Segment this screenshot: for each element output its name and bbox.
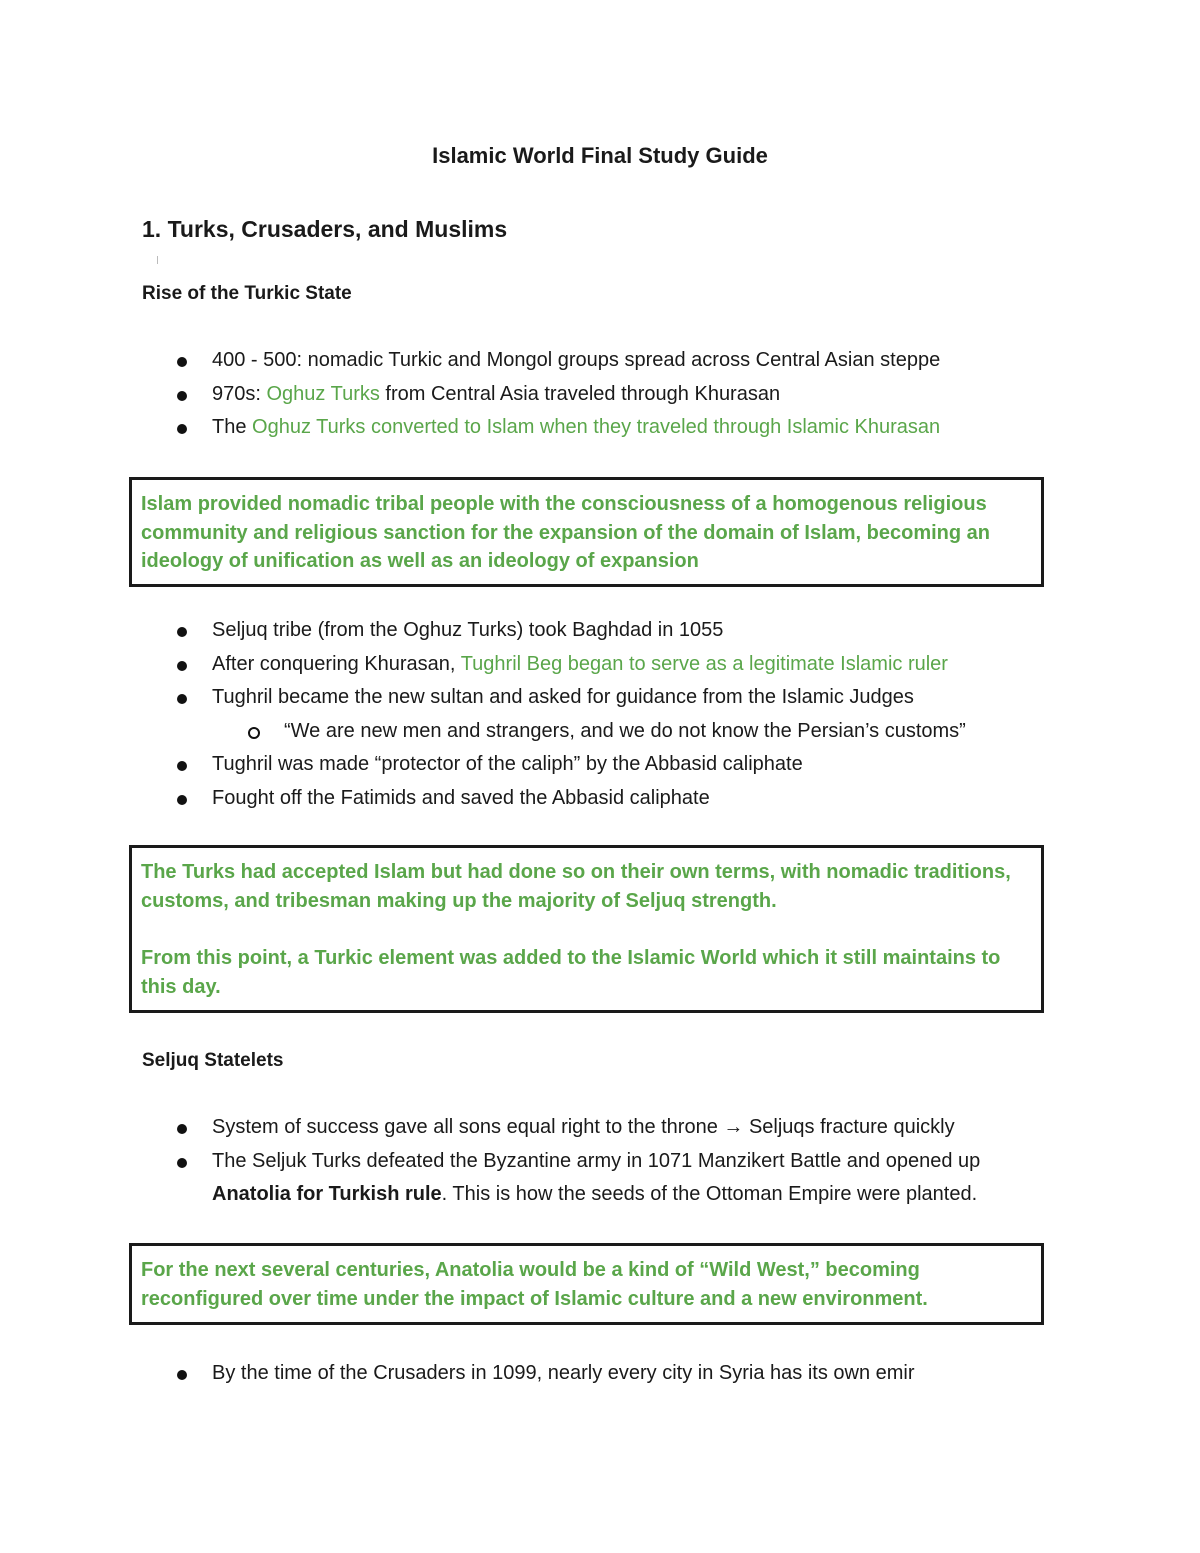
callout-text: Islam provided nomadic tribal people with the consciousness of a homogenous religious community and religious sanction for the expansion of the domain of Islam, becoming an ideology of unification as well as an ideology of expansion [141, 493, 990, 572]
bullet-icon [177, 1158, 187, 1168]
sub-list-item [0, 715, 1200, 749]
list-item [0, 411, 1200, 445]
callout-text: From this point, a Turkic element was added to the Islamic World which it still maintains to this day. [141, 947, 1001, 998]
subheading-statelets: Seljuq Statelets [142, 1050, 284, 1071]
list-item [0, 748, 1200, 782]
bullet-icon [177, 357, 187, 367]
list-item-text: 400 - 500: nomadic Turkic and Mongol groups spread across Central Asian steppe [212, 349, 941, 371]
list-item-text: from Central Asia traveled through Khurasan [379, 382, 781, 405]
callout-text: For the next several centuries, Anatolia would be a kind of “Wild West,” becoming reconfigured over time under the impact of Islamic culture and a new environment. [141, 1259, 928, 1310]
bold-text: Anatolia for Turkish rule [212, 1183, 442, 1205]
list-item-text: 970s: [212, 382, 267, 405]
subheading-rise: Rise of the Turkic State [142, 283, 352, 304]
list-item-text: . This is how the seeds of the Ottoman Empire were planted. [441, 1183, 978, 1205]
bullet-list-statelets [0, 1111, 1200, 1212]
callout-box [129, 1243, 1044, 1325]
list-item [0, 681, 1200, 715]
list-item [0, 1357, 1200, 1391]
bullet-icon [177, 1124, 187, 1134]
hollow-bullet-icon [248, 727, 260, 739]
list-item-text: Seljuq tribe (from the Oghuz Turks) took Baghdad in 1055 [212, 619, 724, 641]
bullet-list-seljuq [0, 614, 1200, 815]
list-item [0, 378, 1200, 412]
highlight-text: Tughril Beg began to serve as a legitimate Islamic ruler [460, 652, 948, 675]
list-item [0, 1111, 1200, 1145]
bullet-list-crusaders [0, 1357, 1200, 1391]
text-cursor-mark [157, 256, 158, 264]
quote-text: “We are new men and strangers, and we do not know the Persian’s customs” [284, 719, 966, 742]
list-item [0, 344, 1200, 378]
section-heading: 1. Turks, Crusaders, and Muslims [142, 216, 508, 242]
page-title: Islamic World Final Study Guide [432, 143, 768, 168]
bullet-icon [177, 1370, 187, 1380]
list-item-text: The [212, 416, 253, 438]
bullet-icon [177, 391, 187, 401]
callout-box [129, 477, 1044, 587]
list-item-text: System of success gave all sons equal right to the throne → Seljuqs fracture quickly [212, 1116, 955, 1138]
bullet-icon [177, 694, 187, 704]
bullet-icon [177, 661, 187, 671]
bullet-icon [177, 627, 187, 637]
callout-box [129, 845, 1044, 1013]
list-item-text: The Seljuk Turks defeated the Byzantine army in 1071 Manzikert Battle and opened up [212, 1149, 981, 1172]
list-item-text: After conquering Khurasan, [212, 652, 461, 675]
list-item-text: Tughril was made “protector of the caliph” by the Abbasid caliphate [212, 753, 803, 775]
list-item-text: Tughril became the new sultan and asked for guidance from the Islamic Judges [212, 686, 914, 708]
bullet-icon [177, 761, 187, 771]
highlight-text: Oghuz Turks [266, 382, 380, 405]
bullet-icon [177, 424, 187, 434]
list-item [0, 648, 1200, 682]
bullet-icon [177, 795, 187, 805]
bullet-list-rise [0, 344, 1200, 445]
list-item [0, 614, 1200, 648]
list-item [0, 1145, 1200, 1212]
list-item-text: Fought off the Fatimids and saved the Abbasid caliphate [212, 786, 710, 809]
list-item [0, 782, 1200, 816]
list-item-text: By the time of the Crusaders in 1099, nearly every city in Syria has its own emir [212, 1362, 915, 1384]
highlight-text: Oghuz Turks converted to Islam when they traveled through Islamic Khurasan [252, 416, 941, 438]
callout-text: The Turks had accepted Islam but had done so on their own terms, with nomadic traditions, customs, and tribesman making up the majority of Seljuq strength. [141, 861, 1011, 912]
